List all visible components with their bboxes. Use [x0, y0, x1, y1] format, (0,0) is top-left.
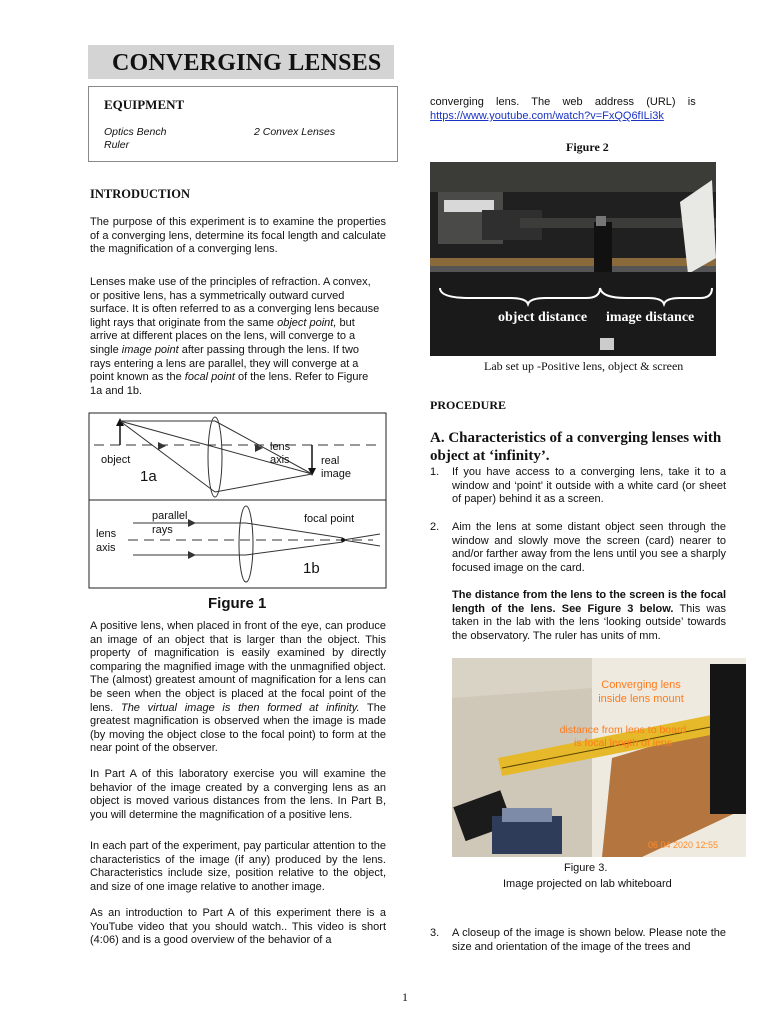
- part-a-heading: A. Characteristics of a converging lenses with object at ‘infinity’.: [430, 430, 722, 464]
- ray: [246, 523, 343, 538]
- figure-3-photo: [452, 658, 746, 857]
- focal-point-dot: [341, 538, 345, 542]
- equipment-item: 2 Convex Lenses: [254, 126, 336, 138]
- figure-3-caption: Figure 3.: [564, 862, 608, 874]
- fig2-object-distance-label: object distance: [498, 310, 588, 325]
- step-number: 3.: [430, 927, 440, 939]
- figure-2-subcaption: Lab set up -Positive lens, object & screen: [484, 359, 684, 373]
- intro-paragraph-1: The purpose of this experiment is to examine the properties of a converging lens, determine its focal length and calculate the magnification of a converging lens.: [90, 216, 386, 256]
- intro-paragraph-4: In Part A of this laboratory exercise you will examine the behavior of the image created by a converging lens as an object is moved various distances from the lens. In Part B, you will determine the magnification of a positive lens.: [90, 768, 386, 821]
- ray: [246, 542, 343, 555]
- introduction-heading: INTRODUCTION: [90, 187, 191, 201]
- page-number: 1: [402, 990, 408, 1004]
- lens-1a: [208, 417, 222, 497]
- youtube-link[interactable]: https://www.youtube.com/watch?v=FxQQ6fILi3k: [430, 110, 664, 122]
- fig3-lens-overlay: Converging lens inside lens mount: [598, 679, 684, 705]
- ray: [343, 540, 380, 546]
- focal-length-note: The distance from the lens to the screen is the focal length of the lens. See Figure 3 below. This was taken in the lab with the lens ‘looking outside’ towards the observatory. The ruler has units of mm.: [452, 589, 726, 642]
- fig3-timestamp: 06 04 2020 12:55: [648, 840, 719, 850]
- fig3-distance-overlay: distance from lens to board is focal length of lens: [559, 724, 687, 749]
- fig2-image-distance-label: image distance: [606, 310, 695, 325]
- step-1-text: If you have access to a converging lens, take it to a window and ‘point’ it outside with a white card (or sheet of paper) behind it as a screen.: [452, 466, 726, 506]
- video-text: converging lens. The web address (URL) is: [430, 96, 696, 108]
- equipment-item: Ruler: [104, 139, 130, 151]
- ray: [343, 534, 380, 540]
- step-number: 1.: [430, 466, 440, 478]
- equipment-heading: EQUIPMENT: [104, 97, 185, 112]
- figure-2-caption: Figure 2: [566, 140, 609, 154]
- equipment-item: Optics Bench: [104, 126, 167, 138]
- fig1-real-image-label: real image: [321, 455, 351, 480]
- ray: [120, 421, 215, 492]
- lens-1b: [239, 506, 253, 582]
- fig1-object-label: object: [101, 454, 131, 466]
- optics-bench-photo: [430, 162, 716, 356]
- procedure-heading: PROCEDURE: [430, 398, 507, 412]
- fig1-focal-point-label: focal point: [304, 513, 355, 525]
- intro-paragraph-5: In each part of the experiment, pay particular attention to the characteristics of the image (if any) produced by the lens. Characteristics include size, position relative to the object, and size of one image relative to another image.: [90, 840, 386, 893]
- figure-3-subcaption: Image projected on lab whiteboard: [503, 878, 672, 890]
- figure-2-photo: [430, 162, 716, 356]
- intro-paragraph-6: As an introduction to Part A of this experiment there is a YouTube video that you should watch.. This video is short (4:06) and is a good overview of the behavior of a: [90, 907, 386, 947]
- step-2-text: Aim the lens at some distant object seen through the window and slowly move the screen (card) nearer to and/or farther away from the lens until you see a sharply focused image on the card.: [452, 521, 726, 574]
- fig1-parallel-rays-label: parallel rays: [152, 510, 188, 536]
- fig1-label-1a: 1a: [140, 468, 157, 485]
- intro-paragraph-2: Lenses make use of the principles of refraction. A convex, or positive lens, has a symmetrically outward curved surface. It is often referred to as a converging lens because light rays that originate from the same object point, but arrive at different places on the lens, will converge to a single image point after passing through the lens. If two rays entering a lens are parallel, they will converge at a point known as the focal point of the lens. Refer to Figure 1a and 1b.: [90, 276, 380, 397]
- figure-1-caption: Figure 1: [208, 595, 267, 612]
- step-number: 2.: [430, 521, 440, 533]
- page-title: CONVERGING LENSES: [112, 50, 382, 76]
- fig1-label-1b: 1b: [303, 560, 320, 577]
- ray: [215, 474, 312, 492]
- step-3-text: A closeup of the image is shown below. Please note the size and orientation of the image of the trees and: [452, 927, 726, 953]
- fig1-lens-axis-label: lens axis: [270, 441, 291, 466]
- intro-paragraph-3: A positive lens, when placed in front of the eye, can produce an image of an object that is larger than the object. This property of magnification is easily examined by directly comparing the magnified image with the unmagnified object. The (almost) greatest amount of magnification for a lens can be seen when the object is placed at the focal point of the lens. The virtual image is then formed at infinity. The greatest magnification is observed when the image is made (by moving the object close to the focal point) to form at the near point of the observer.: [90, 620, 386, 755]
- fig1-lens-axis-label-2: lens axis: [96, 528, 117, 554]
- figure-1-diagram: [88, 412, 388, 590]
- ray: [215, 421, 312, 474]
